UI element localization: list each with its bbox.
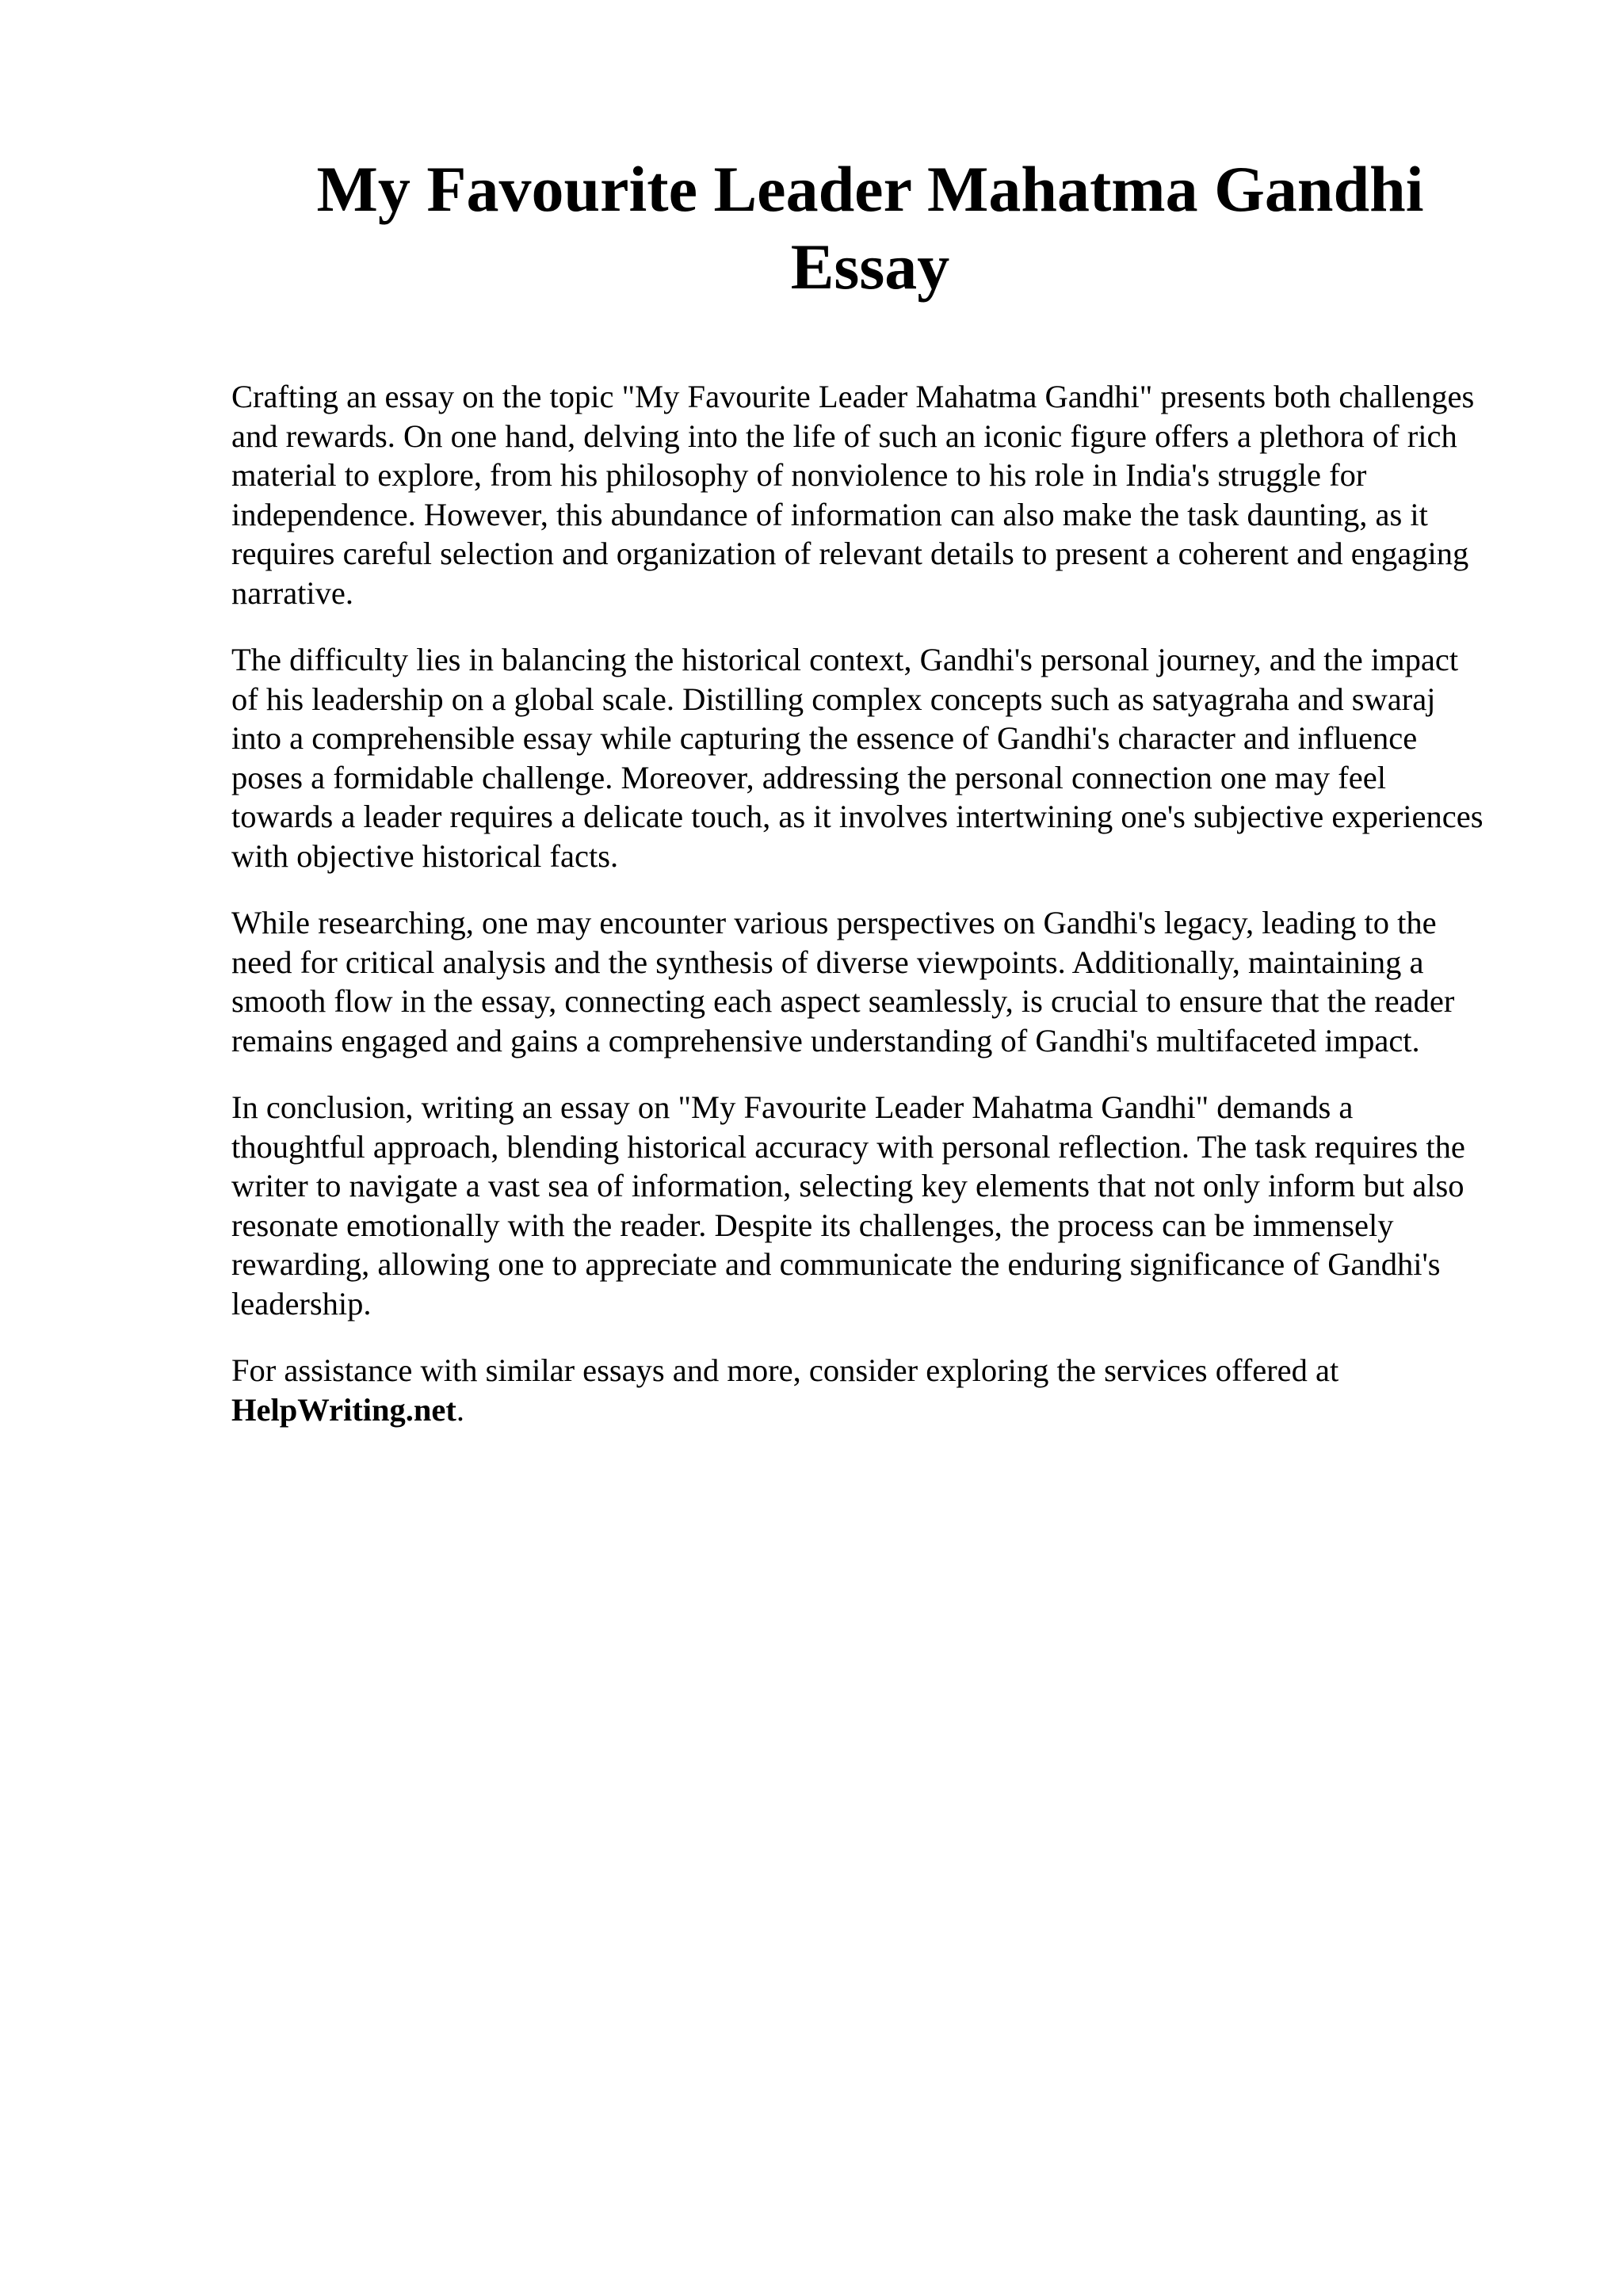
paragraph-line: rewarding, allowing one to appreciate and communicate the enduring significance of Gandhi's: [231, 1246, 1441, 1282]
paragraph-line: thoughtful approach, blending historical accuracy with personal reflection. The task requires the: [231, 1128, 1465, 1165]
paragraph-line: need for critical analysis and the synthesis of diverse viewpoints. Additionally, maintaining a: [231, 944, 1424, 980]
paragraph-line: poses a formidable challenge. Moreover, addressing the personal connection one may feel: [231, 759, 1386, 795]
paragraph-2: [231, 640, 1531, 875]
paragraph-line: into a comprehensible essay while capturing the essence of Gandhi's character and influence: [231, 720, 1418, 756]
paragraph-line: towards a leader requires a delicate touch, as it involves intertwining one's subjective experiences: [231, 799, 1484, 834]
paragraph-line: smooth flow in the essay, connecting each aspect seamlessly, is crucial to ensure that the reader: [231, 983, 1455, 1019]
paragraph-1: [231, 377, 1531, 612]
title-line-1: My Favourite Leader Mahatma Gandhi: [316, 153, 1424, 225]
page-title: [206, 151, 1534, 306]
paragraph-line: remains engaged and gains a comprehensive understanding of Gandhi's multifaceted impact.: [231, 1022, 1420, 1058]
paragraph-3: [231, 903, 1531, 1060]
paragraph-line: While researching, one may encounter various perspectives on Gandhi's legacy, leading to the: [231, 905, 1437, 940]
paragraph-line: The difficulty lies in balancing the historical context, Gandhi's personal journey, and the impact: [231, 642, 1459, 677]
essay-body: [231, 377, 1531, 1457]
title-line-2: Essay: [790, 231, 950, 303]
closing-paragraph: [231, 1351, 1531, 1429]
paragraph-line: writer to navigate a vast sea of information, selecting key elements that not only inform but also: [231, 1168, 1465, 1203]
paragraph-line: with objective historical facts.: [231, 837, 619, 874]
paragraph-line: independence. However, this abundance of information can also make the task daunting, as it: [231, 496, 1428, 532]
helpwriting-link[interactable]: HelpWriting.net: [231, 1391, 456, 1428]
paragraph-line: Crafting an essay on the topic "My Favourite Leader Mahatma Gandhi" presents both challenges: [231, 379, 1475, 414]
paragraph-line: requires careful selection and organization of relevant details to present a coherent and engaging: [231, 536, 1469, 571]
paragraph-4: [231, 1088, 1531, 1323]
paragraph-line: material to explore, from his philosophy of nonviolence to his role in India's struggle for: [231, 457, 1367, 493]
paragraph-line: and rewards. On one hand, delving into the life of such an iconic figure offers a plethora of rich: [231, 418, 1457, 454]
paragraph-line: In conclusion, writing an essay on "My Favourite Leader Mahatma Gandhi" demands a: [231, 1089, 1354, 1125]
paragraph-line: of his leadership on a global scale. Distilling complex concepts such as satyagraha and swaraj: [231, 681, 1436, 717]
paragraph-line: resonate emotionally with the reader. Despite its challenges, the process can be immensely: [231, 1207, 1394, 1243]
closing-line: For assistance with similar essays and more, consider exploring the services offered at: [231, 1352, 1339, 1388]
closing-link-line: [231, 1390, 1531, 1430]
paragraph-line: narrative.: [231, 574, 354, 611]
paragraph-line: leadership.: [231, 1285, 372, 1322]
closing-period: .: [456, 1391, 465, 1428]
